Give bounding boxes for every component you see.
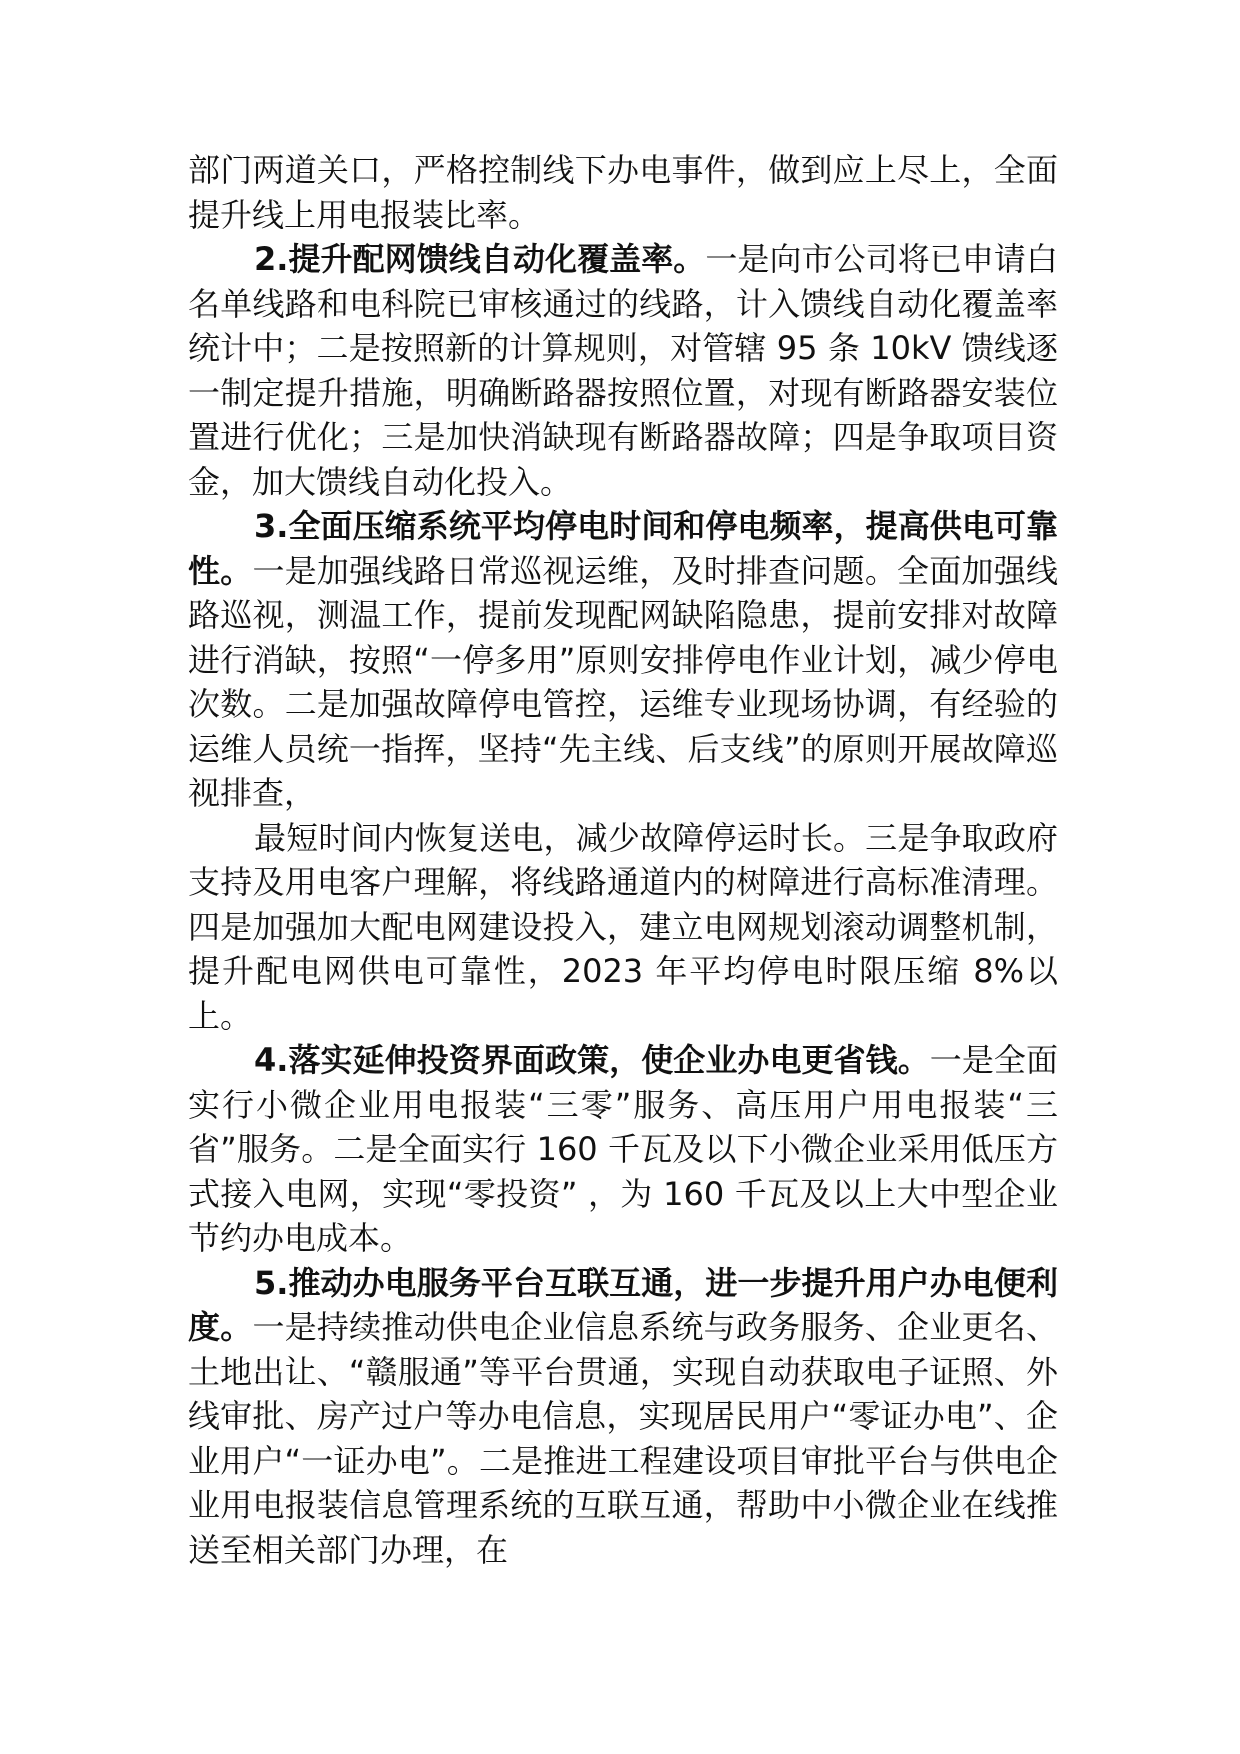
paragraph-text: 最短时间内恢复送电，减少故障停运时长。三是争取政府支持及用电客户理解，将线路通道内的树障进行高标准清理。四是加强加大配电网建设投入，建立电网规划滚动调整机制，提升配电网供电可靠性，2023 年平均停电时限压缩 8%以上。 <box>188 818 1058 1035</box>
paragraph-text: 一是全面实行小微企业用电报装“三零”服务、高压用户用电报装“三省”服务。二是全面实行 160 千瓦及以下小微企业采用低压方式接入电网，实现“零投资” ，为 160 千瓦及以上大中型企业节约办电成本。 <box>188 1041 1058 1257</box>
paragraph-text: 一是持续推动供电企业信息系统与政务服务、企业更名、土地出让、“赣服通”等平台贯通，实现自动获取电子证照、外线审批、房产过户等办电信息，实现居民用户“零证办电”、企业用户“一证办电”。二是推进工程建设项目审批平台与供电企业用电报装信息管理系统的互联互通，帮助中小微企业在线推送至相关部门办理，在 <box>188 1308 1058 1569</box>
section-heading: 4.落实延伸投资界面政策，使企业办电更省钱。 <box>254 1041 930 1079</box>
section-heading: 2.提升配网馈线自动化覆盖率。 <box>254 240 706 278</box>
paragraph-1 <box>188 148 1058 237</box>
paragraph-4 <box>188 816 1058 1039</box>
document-page <box>188 148 1058 1572</box>
section-heading: 3.全面压缩系统平均停电时间和停电频率，提高供电可靠性。 <box>188 507 1058 590</box>
paragraph-text: 一是加强线路日常巡视运维，及时排查问题。全面加强线路巡视，测温工作，提前发现配网缺陷隐患，提前安排对故障进行消缺，按照“一停多用”原则安排停电作业计划，减少停电次数。二是加强故障停电管控，运维专业现场协调，有经验的运维人员统一指挥，坚持“先主线、后支线”的原则开展故障巡视排查， <box>188 551 1058 812</box>
paragraph-3 <box>188 504 1058 816</box>
paragraph-5 <box>188 1038 1058 1261</box>
section-heading: 5.推动办电服务平台互联互通，进一步提升用户办电便利度。 <box>188 1263 1058 1346</box>
paragraph-2 <box>188 237 1058 504</box>
paragraph-6 <box>188 1261 1058 1573</box>
paragraph-text: 一是向市公司将已申请白名单线路和电科院已审核通过的线路，计入馈线自动化覆盖率统计中；二是按照新的计算规则，对管辖 95 条 10kV 馈线逐一制定提升措施，明确断路器按照位置，对现有断路器安装位置进行优化；三是加快消缺现有断路器故障；四是争取项目资金，加大馈线自动化投入。 <box>188 240 1058 501</box>
paragraph-text: 部门两道关口，严格控制线下办电事件，做到应上尽上，全面提升线上用电报装比率。 <box>188 151 1058 234</box>
